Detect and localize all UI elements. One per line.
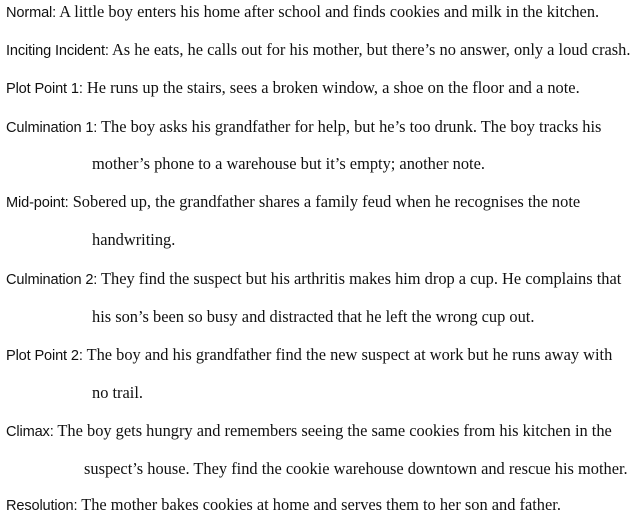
entry-text: no trail. xyxy=(92,383,143,402)
entry-inciting-incident xyxy=(6,40,630,61)
entry-resolution xyxy=(6,495,561,516)
entry-text: Sobered up, the grandfather shares a family feud when he recognises the note xyxy=(72,192,581,211)
entry-label: Culmination 1: xyxy=(6,120,98,136)
entry-culmination-2 xyxy=(6,269,621,290)
entry-text: The boy asks his grandfather for help, but he’s too drunk. The boy tracks his xyxy=(101,117,602,136)
entry-text: He runs up the stairs, sees a broken window, a shoe on the floor and a note. xyxy=(86,78,580,97)
entry-label: Normal: xyxy=(6,5,57,21)
entry-label: Mid-point: xyxy=(6,195,69,211)
entry-culmination-2-continuation xyxy=(92,307,534,327)
entry-climax xyxy=(6,421,612,442)
entry-label: Resolution: xyxy=(6,498,78,514)
entry-text: his son’s been so busy and distracted that he left the wrong cup out. xyxy=(92,307,535,326)
entry-plot-point-2-continuation xyxy=(92,383,143,403)
entry-mid-point-continuation xyxy=(92,230,175,250)
entry-text: The boy and his grandfather find the new suspect at work but he runs away with xyxy=(86,345,613,364)
entry-text: They find the suspect but his arthritis makes him drop a cup. He complains that xyxy=(101,269,622,288)
entry-label: Inciting Incident: xyxy=(6,43,109,59)
entry-plot-point-2 xyxy=(6,345,612,366)
entry-plot-point-1 xyxy=(6,78,580,99)
entry-culmination-1-continuation xyxy=(92,154,485,174)
entry-culmination-1 xyxy=(6,117,601,138)
entry-text: The mother bakes cookies at home and serves them to her son and father. xyxy=(81,495,561,514)
entry-label: Plot Point 1: xyxy=(6,81,83,97)
entry-label: Climax: xyxy=(6,424,54,440)
entry-mid-point xyxy=(6,192,580,213)
entry-text: The boy gets hungry and remembers seeing the same cookies from his kitchen in the xyxy=(57,421,612,440)
entry-climax-continuation xyxy=(84,459,628,479)
entry-text: A little boy enters his home after school and finds cookies and milk in the kitchen. xyxy=(59,2,600,21)
entry-label: Culmination 2: xyxy=(6,272,98,288)
entry-text: handwriting. xyxy=(92,230,176,249)
entry-normal xyxy=(6,2,599,23)
entry-label: Plot Point 2: xyxy=(6,348,83,364)
entry-text: mother’s phone to a warehouse but it’s empty; another note. xyxy=(92,154,485,173)
entry-text: As he eats, he calls out for his mother, but there’s no answer, only a loud crash. xyxy=(111,40,631,59)
entry-text: suspect’s house. They find the cookie warehouse downtown and rescue his mother. xyxy=(84,459,628,478)
